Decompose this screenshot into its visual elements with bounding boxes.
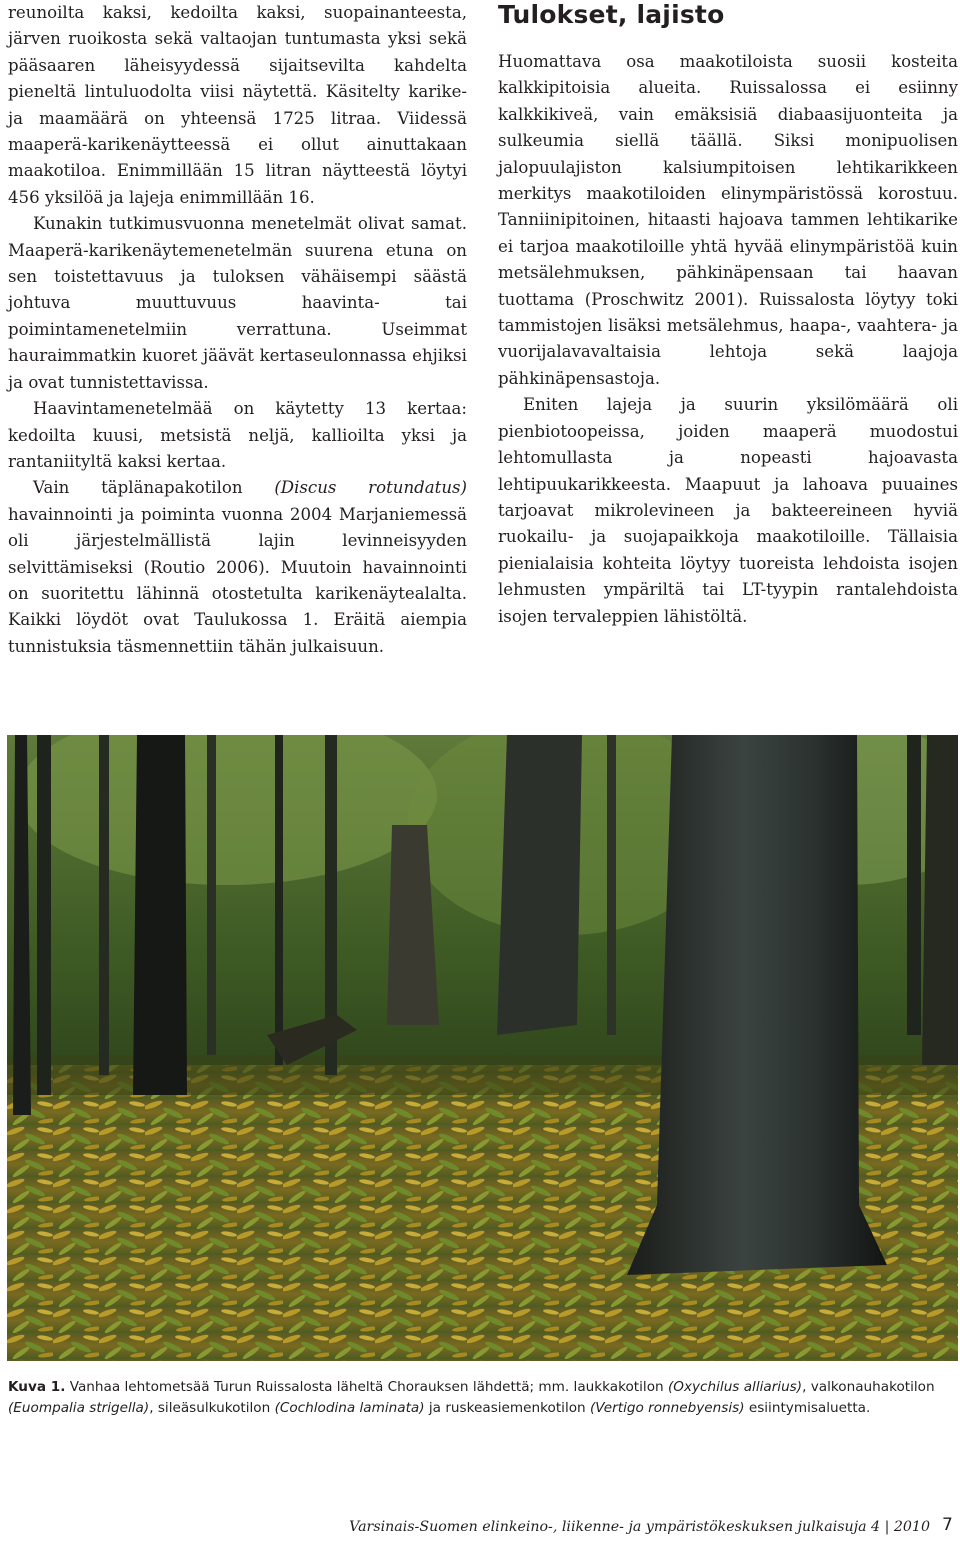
figure-caption bbox=[8, 1377, 958, 1418]
figure-label: Kuva 1. bbox=[8, 1379, 66, 1395]
species-name: (Discus rotundatus) bbox=[274, 478, 467, 498]
species-name: (Euompalia strigella) bbox=[8, 1399, 150, 1416]
paragraph: reunoilta kaksi, kedoilta kaksi, suopainanteesta, järven ruoikosta sekä valtaojan tuntumasta yksi sekä pääsaaren läheisyydessä sijaitsevilta kahdelta pieneltä lintuluodolta viisi näytettä. Käsitelty karike- ja maamäärä on yhteensä 1725 litraa. Viidessä maaperä-karikenäytteessä ei ollut ainuttakaan maakotiloa. Enimmillään 15 litran näytteestä löytyi 456 yksilöä ja lajeja enimmillään 16. bbox=[8, 3, 467, 207]
paragraph: Kunakin tutkimusvuonna menetelmät olivat samat. Maaperä-karikenäytemenetelmän suurena etuna on sen toistettavuus ja tuloksen vähäisempi säästä johtuva muuttuvuus haavinta- tai poimintamenetelmiin verrattuna. Useimmat hauraimmatkin kuoret jäävät kertaseulonnassa ehjiksi ja ovat tunnistettavissa. bbox=[8, 214, 467, 392]
species-name: (Oxychilus alliarius) bbox=[667, 1379, 803, 1395]
species-name: (Cochlodina laminata) bbox=[274, 1399, 425, 1416]
text-run: ja ruskeasiemenkotilon bbox=[424, 1399, 590, 1416]
section-heading: Tulokset, lajisto bbox=[498, 0, 725, 29]
species-name: (Vertigo ronnebyensis) bbox=[589, 1399, 745, 1416]
left-text-column bbox=[8, 0, 467, 660]
right-text-column bbox=[498, 0, 958, 630]
page-number: 7 bbox=[942, 1515, 953, 1535]
forest-photo-illustration bbox=[7, 735, 958, 1361]
text-run: Vanhaa lehtometsää Turun Ruissalosta läheltä Chorauksen lähdettä; mm. laukkakotilon bbox=[65, 1379, 668, 1395]
paragraph: Haavintamenetelmää on käytetty 13 kertaa: kedoilta kuusi, metsistä neljä, kallioilta yksi ja rantaniityltä kaksi kertaa. bbox=[8, 399, 467, 471]
text-run: havainnointi ja poiminta vuonna 2004 Marjaniemessä oli järjestelmällistä lajin levinneisyyden selvittämiseksi (Routio 2006). Muutoin havainnointi on suoritettu lähinnä otostetulta karikenäytealalta. Kaikki löydöt ovat Taulukossa 1. Eräitä aiempia tunnistuksia täsmennettiin tähän julkaisuun. bbox=[8, 504, 467, 656]
publication-footer: Varsinais-Suomen elinkeino-, liikenne- ja ympäristökeskuksen julkaisuja 4 | 2010 bbox=[349, 1519, 930, 1535]
paragraph bbox=[8, 475, 467, 660]
text-run: Vain täplänapakotilon bbox=[33, 478, 275, 498]
text-run: , valkonauhakotilon bbox=[802, 1379, 935, 1395]
text-run: esiintymisaluetta. bbox=[744, 1399, 871, 1416]
paragraph: Huomattava osa maakotiloista suosii kosteita kalkkipitoisia alueita. Ruissalossa ei esiinny kalkkikiveä, vain emäksisiä diabaasijuonteita ja sulkeumia siellä täällä. Siksi monipuolisen jalopuulajiston kalsiumpitoisen lehtikarikkeen merkitys maakotiloiden elinympäristössä korostuu. Tanniinipitoinen, hitaasti hajoava tammen lehtikarike ei tarjoa maakotiloille yhtä hyvää elinympäristöä kuin metsälehmuksen, pähkinäpensaan tai haavan tuottama (Proschwitz 2001). Ruissalosta löytyy toki tammistojen lisäksi metsälehmus, haapa-, vaahtera- ja vuorijalavavaltaisia lehtoja sekä laajoja pähkinäpensastoja. bbox=[498, 52, 958, 388]
paragraph: Eniten lajeja ja suurin yksilömäärä oli pienbiotoopeissa, joiden maaperä muodostui lehtomullasta ja nopeasti hajoavasta lehtipuukarikkeesta. Maapuut ja lahoava puuaines tarjoavat mikrolevineen ja bakteereineen hyviä ruokailu- ja suojapaikkoja maakotiloille. Tällaisia pienialaisia kohteita löytyy tuoreista lehdoista isojen lehmusten ympäriltä tai LT-tyypin rantalehdoista isojen tervaleppien lähistöltä. bbox=[498, 395, 958, 626]
text-run: , sileäsulkukotilon bbox=[149, 1399, 275, 1416]
forest-photo bbox=[7, 735, 958, 1361]
